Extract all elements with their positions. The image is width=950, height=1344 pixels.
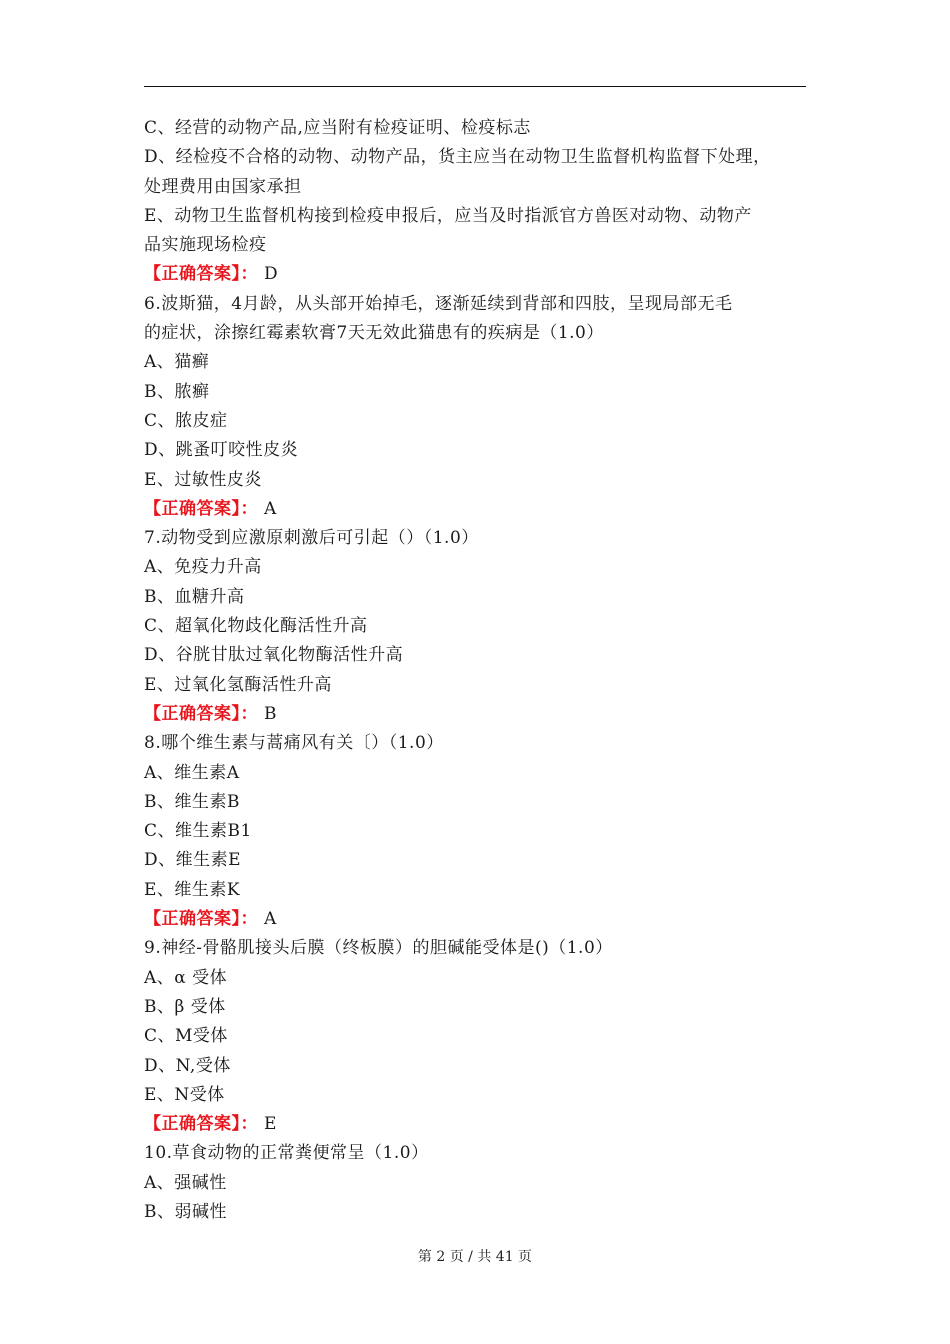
correct-answer-value: D bbox=[264, 264, 279, 285]
page-footer: 第 2 页 / 共 41 页 bbox=[417, 1249, 533, 1265]
text-line: 7.动物受到应激原刺激后可引起（）（1.0） bbox=[144, 528, 479, 549]
text-line: E、过敏性皮炎 bbox=[144, 469, 262, 490]
text-line: C、脓皮症 bbox=[144, 410, 228, 431]
text-line: B、血糖升高 bbox=[144, 586, 245, 607]
correct-answer-label: 【正确答案】： bbox=[144, 498, 258, 519]
text-line: C、超氧化物歧化酶活性升高 bbox=[144, 616, 368, 637]
correct-answer-value: A bbox=[264, 498, 277, 519]
text-line: C、经营的动物产品,应当附有检疫证明、检疫标志 bbox=[144, 118, 531, 138]
text-line: D、跳蚤叮咬性皮炎 bbox=[144, 440, 299, 461]
text-line: B、β 受体 bbox=[144, 996, 226, 1017]
text-line: D、维生素E bbox=[144, 850, 242, 871]
correct-answer-label: 【正确答案】： bbox=[144, 909, 258, 930]
text-line: A、猫癣 bbox=[144, 352, 210, 373]
text-line: C、M受体 bbox=[144, 1026, 228, 1047]
text-line: D、谷胱甘肽过氧化物酶活性升高 bbox=[144, 645, 404, 666]
text-line: D、经检疫不合格的动物、动物产品，货主应当在动物卫生监督机构监督下处理， bbox=[144, 147, 771, 168]
correct-answer-value: A bbox=[264, 909, 277, 930]
correct-answer-line bbox=[144, 905, 814, 934]
text-line: C、维生素B1 bbox=[144, 821, 252, 842]
text-line: B、维生素B bbox=[144, 791, 240, 812]
correct-answer-label: 【正确答案】： bbox=[144, 1114, 258, 1135]
text-line: 8.哪个维生素与蒿痛风有关〔）（1.0） bbox=[144, 733, 444, 754]
correct-answer-line bbox=[144, 1110, 814, 1139]
correct-answer-label: 【正确答案】： bbox=[144, 703, 258, 724]
text-line: A、免疫力升高 bbox=[144, 557, 262, 578]
text-line: E、维生素K bbox=[144, 879, 241, 900]
correct-answer-value: B bbox=[264, 703, 277, 724]
text-line: 处理费用由国家承担 bbox=[144, 176, 302, 197]
correct-answer-line bbox=[144, 700, 814, 729]
text-line: E、N受体 bbox=[144, 1084, 225, 1105]
header-rule bbox=[144, 86, 806, 87]
correct-answer-line bbox=[144, 260, 814, 289]
text-line: 6.波斯猫，4月龄，从头部开始掉毛，逐渐延续到背部和四肢，呈现局部无毛 bbox=[144, 293, 733, 314]
document-body bbox=[144, 114, 814, 1227]
text-line: A、强碱性 bbox=[144, 1172, 227, 1193]
correct-answer-value: E bbox=[264, 1114, 277, 1135]
text-line: B、弱碱性 bbox=[144, 1201, 227, 1222]
correct-answer-line bbox=[144, 495, 814, 524]
text-line: B、脓癣 bbox=[144, 381, 210, 402]
text-line: A、α 受体 bbox=[144, 967, 228, 988]
text-line: 的症状，涂擦红霉素软膏7天无效此猫患有的疾病是（1.0） bbox=[144, 323, 604, 344]
text-line: D、N,受体 bbox=[144, 1055, 231, 1076]
text-line: 品实施现场检疫 bbox=[144, 235, 267, 256]
text-line: 10.草食动物的正常粪便常呈（1.0） bbox=[144, 1143, 429, 1164]
correct-answer-label: 【正确答案】： bbox=[144, 264, 258, 285]
text-line: A、维生素A bbox=[144, 762, 240, 783]
text-line: E、过氧化氢酶活性升高 bbox=[144, 674, 332, 695]
text-line: E、动物卫生监督机构接到检疫申报后，应当及时指派官方兽医对动物、动物产 bbox=[144, 205, 752, 226]
text-line: 9.神经-骨骼肌接头后膜（终板膜）的胆碱能受体是()（1.0） bbox=[144, 938, 613, 959]
